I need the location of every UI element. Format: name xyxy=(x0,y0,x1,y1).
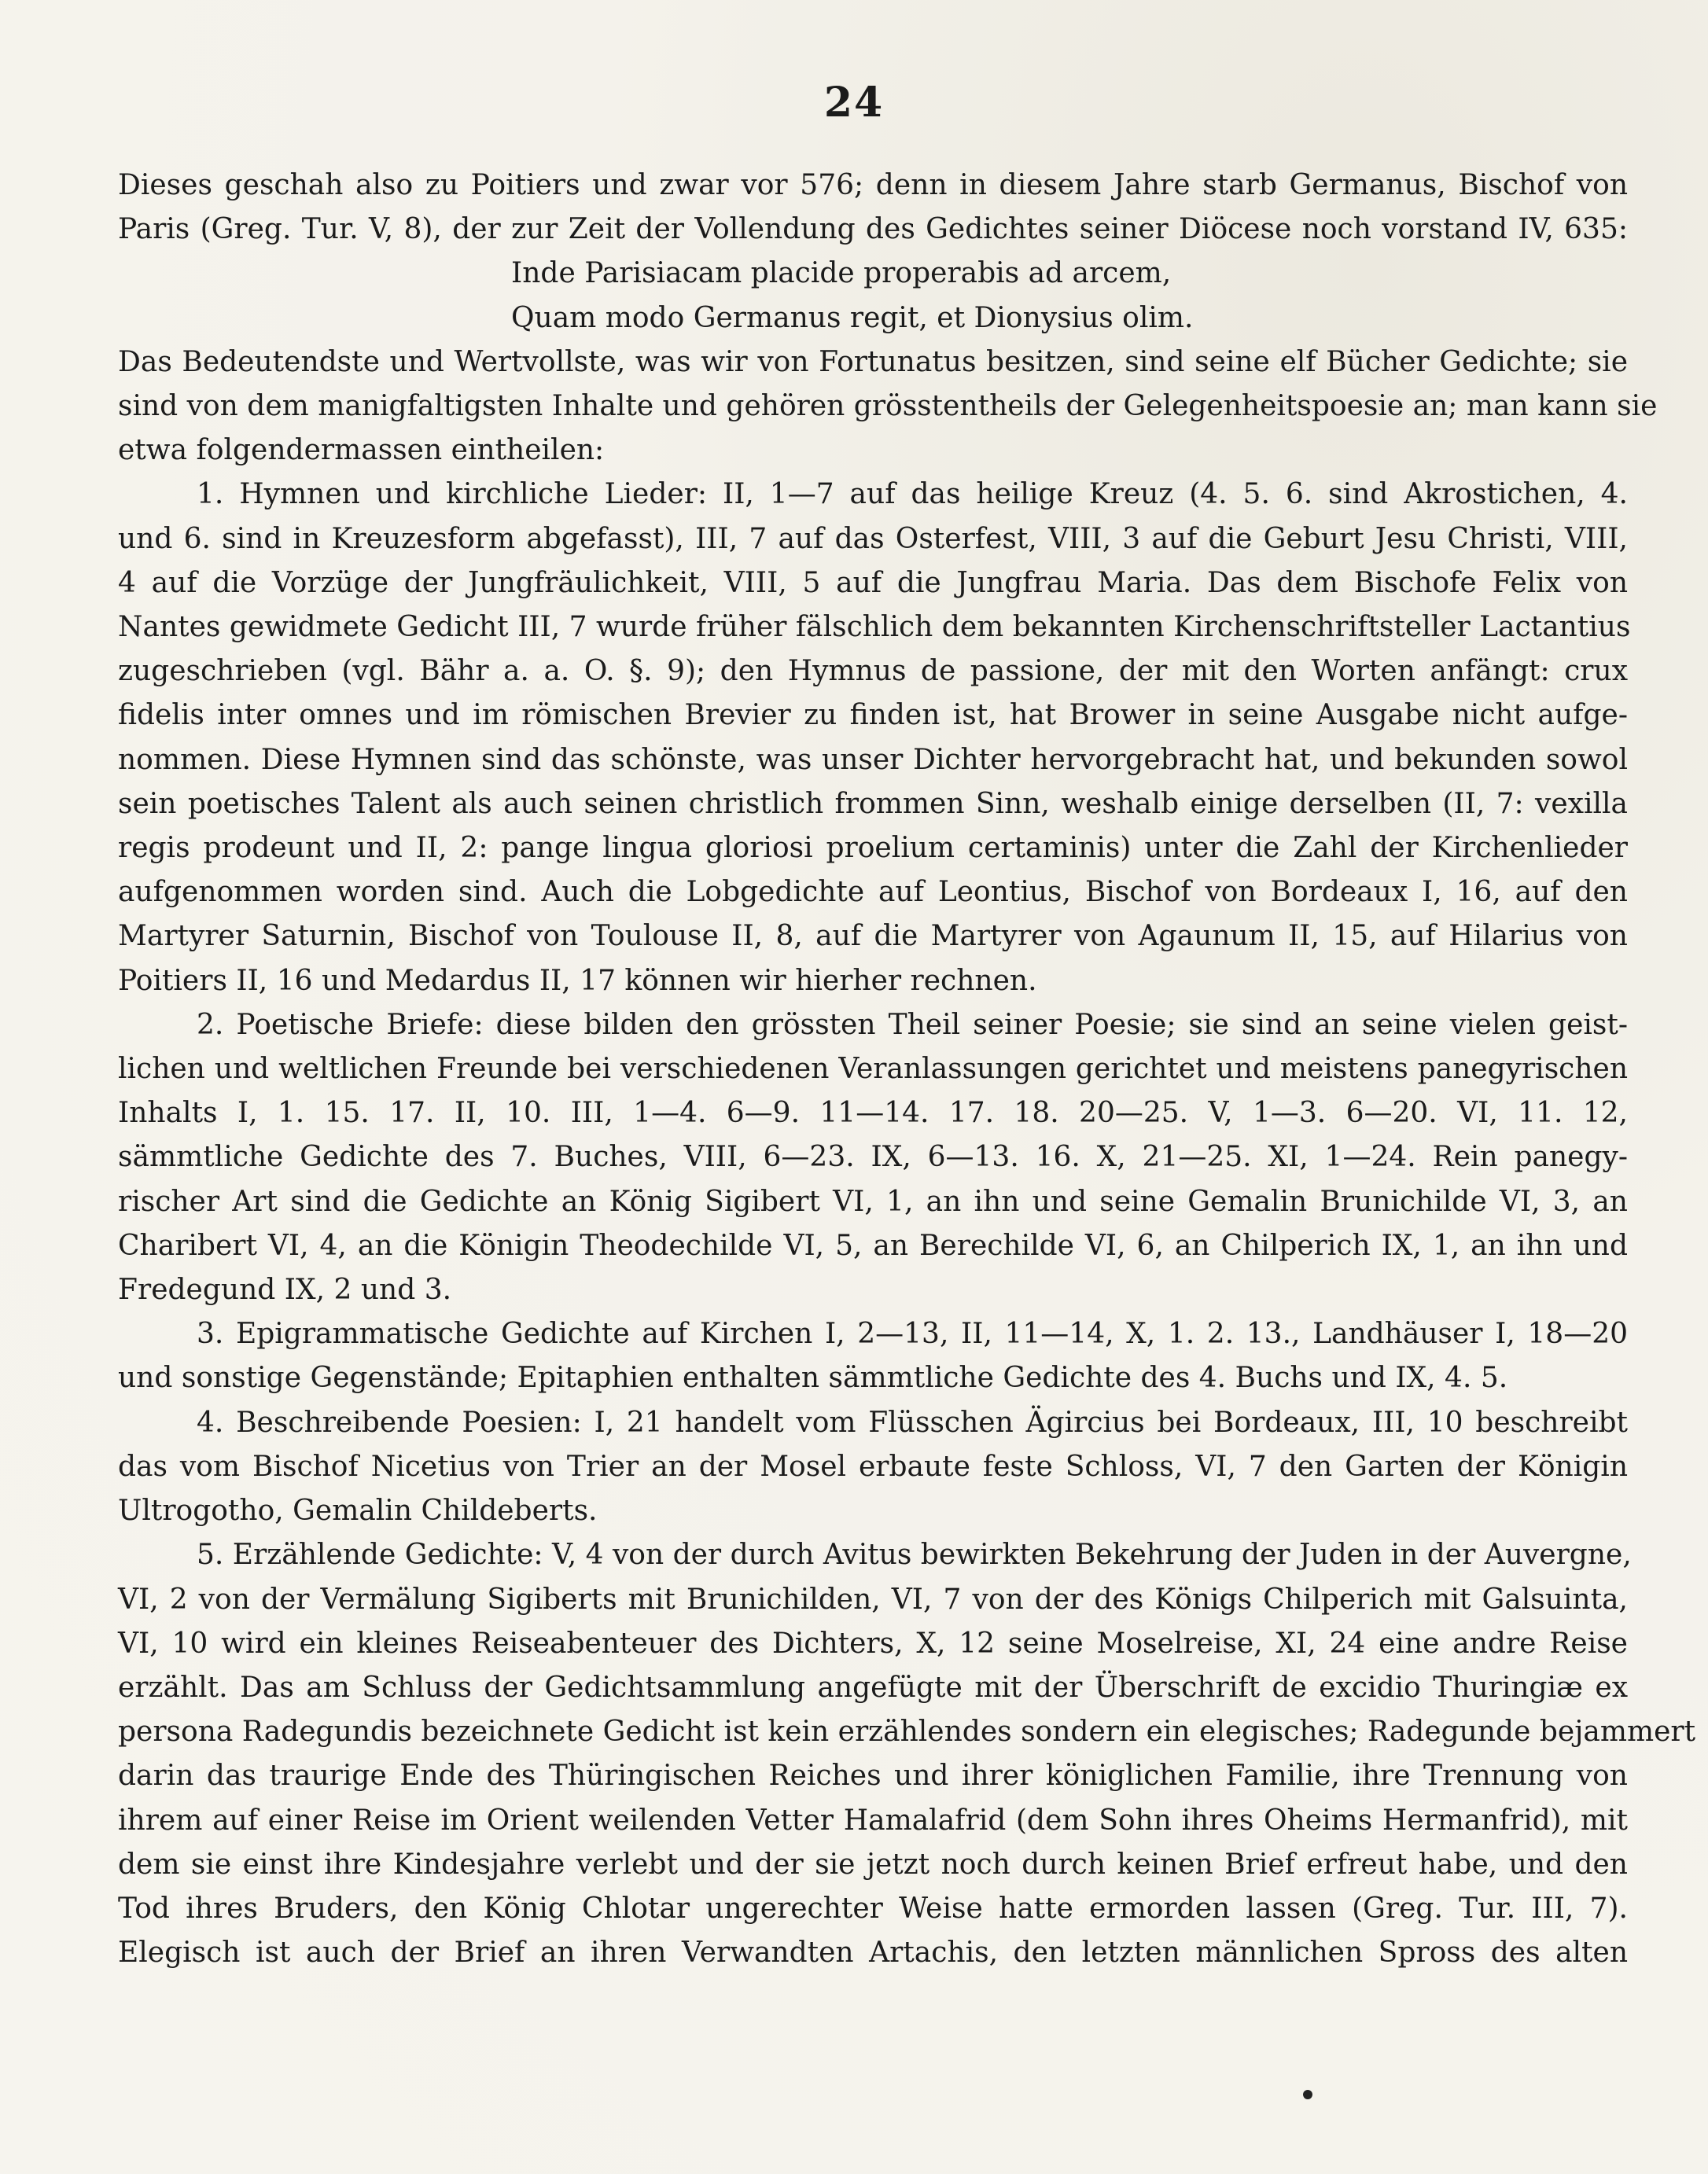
verse-line: Quam modo Germanus regit, et Dionysius olim. xyxy=(511,301,1194,334)
text-line: sein poetisches Talent als auch seinen christlich frommen Sinn, weshalb einige derselben (II, 7: vexilla xyxy=(118,787,1628,820)
text-line: zugeschrieben (vgl. Bähr a. a. O. §. 9); den Hymnus de passione, der mit den Worten anfängt: crux xyxy=(118,655,1628,688)
text-line: und sonstige Gegenstände; Epitaphien enthalten sämmtliche Gedichte des 4. Buchs und IX, 4. 5. xyxy=(118,1362,1508,1395)
text-line: Martyrer Saturnin, Bischof von Toulouse II, 8, auf die Martyrer von Agaunum II, 15, auf Hilarius von xyxy=(118,920,1628,953)
section-heading-line: 2. Poetische Briefe: diese bilden den grössten Theil seiner Poesie; sie sind an seine vielen geist- xyxy=(197,1008,1628,1041)
text-line: VI, 2 von der Vermälung Sigiberts mit Brunichilden, VI, 7 von der des Königs Chilperich mit Galsuinta, xyxy=(118,1583,1628,1616)
section-heading-line: 1. Hymnen und kirchliche Lieder: II, 1—7 auf das heilige Kreuz (4. 5. 6. sind Akrostichen, 4. xyxy=(197,478,1628,511)
verse-line: Inde Parisiacam placide properabis ad arcem, xyxy=(511,257,1172,290)
section-heading-line: 5. Erzählende Gedichte: V, 4 von der durch Avitus bewirkten Bekehrung der Juden in der Auvergne, xyxy=(197,1539,1632,1572)
text-line: Dieses geschah also zu Poitiers und zwar vor 576; denn in diesem Jahre starb Germanus, Bischof von xyxy=(118,169,1628,201)
text-line: Fredegund IX, 2 und 3. xyxy=(118,1274,452,1307)
text-line: Inhalts I, 1. 15. 17. II, 10. III, 1—4. 6—9. 11—14. 17. 18. 20—25. V, 1—3. 6—20. VI, 11. 12, xyxy=(118,1097,1628,1130)
text-line: aufgenommen worden sind. Auch die Lobgedichte auf Leontius, Bischof von Bordeaux I, 16, auf den xyxy=(118,876,1628,909)
text-line: ihrem auf einer Reise im Orient weilenden Vetter Hamalafrid (dem Sohn ihres Oheims Hermanfrid), mit xyxy=(118,1804,1628,1837)
text-line: dem sie einst ihre Kindesjahre verlebt und der sie jetzt noch durch keinen Brief erfreut habe, und den xyxy=(118,1848,1628,1881)
text-line: nommen. Diese Hymnen sind das schönste, was unser Dichter hervorgebracht hat, und bekunden sowol xyxy=(118,743,1628,776)
text-line: und 6. sind in Kreuzesform abgefasst), III, 7 auf das Osterfest, VIII, 3 auf die Geburt Jesu Christi, VIII, xyxy=(118,522,1628,555)
text-line: sind von dem manigfaltigsten Inhalte und gehören grösstentheils der Gelegenheitspoesie an; man kann sie xyxy=(118,390,1658,423)
text-line: 4 auf die Vorzüge der Jungfräulichkeit, VIII, 5 auf die Jungfrau Maria. Das dem Bischofe Felix von xyxy=(118,566,1628,599)
text-line: Nantes gewidmete Gedicht III, 7 wurde früher fälschlich dem bekannten Kirchenschriftsteller Lactantius xyxy=(118,611,1631,644)
text-line: Das Bedeutendste und Wertvollste, was wir von Fortunatus besitzen, sind seine elf Bücher Gedichte; sie xyxy=(118,345,1628,378)
text-line: lichen und weltlichen Freunde bei verschiedenen Veranlassungen gerichtet und meistens panegyrischen xyxy=(118,1053,1628,1086)
text-line: das vom Bischof Nicetius von Trier an der Mosel erbaute feste Schloss, VI, 7 den Garten der Königin xyxy=(118,1450,1628,1483)
text-line: Tod ihres Bruders, den König Chlotar ungerechter Weise hatte ermorden lassen (Greg. Tur. III, 7). xyxy=(118,1892,1628,1925)
page-number: 24 xyxy=(823,79,885,127)
section-heading-line: 4. Beschreibende Poesien: I, 21 handelt vom Flüsschen Ägircius bei Bordeaux, III, 10 beschreibt xyxy=(197,1406,1628,1439)
text-line: persona Radegundis bezeichnete Gedicht ist kein erzählendes sondern ein elegisches; Radegunde bejammert xyxy=(118,1716,1696,1749)
text-line: Paris (Greg. Tur. V, 8), der zur Zeit der Vollendung des Gedichtes seiner Diöcese noch vorstand IV, 635: xyxy=(118,213,1628,246)
text-line: etwa folgendermassen eintheilen: xyxy=(118,434,605,467)
text-line: VI, 10 wird ein kleines Reiseabenteuer des Dichters, X, 12 seine Moselreise, XI, 24 eine andre Reise xyxy=(118,1627,1628,1660)
text-line: rischer Art sind die Gedichte an König Sigibert VI, 1, an ihn und seine Gemalin Brunichilde VI, 3, an xyxy=(118,1185,1628,1218)
text-line: Ultrogotho, Gemalin Childeberts. xyxy=(118,1495,598,1528)
text-line: regis prodeunt und II, 2: pange lingua gloriosi proelium certaminis) unter die Zahl der Kirchenlieder xyxy=(118,832,1628,865)
text-line: fidelis inter omnes und im römischen Brevier zu finden ist, hat Brower in seine Ausgabe nicht aufge- xyxy=(118,699,1628,732)
section-heading-line: 3. Epigrammatische Gedichte auf Kirchen I, 2—13, II, 11—14, X, 1. 2. 13., Landhäuser I, 18—20 xyxy=(197,1318,1628,1351)
text-line: Charibert VI, 4, an die Königin Theodechilde VI, 5, an Berechilde VI, 6, an Chilperich IX, 1, an ihn und xyxy=(118,1229,1628,1262)
text-line: Poitiers II, 16 und Medardus II, 17 können wir hierher rechnen. xyxy=(118,964,1037,997)
text-line: darin das traurige Ende des Thüringischen Reiches und ihrer königlichen Familie, ihre Trennung von xyxy=(118,1760,1628,1793)
body-text xyxy=(118,164,1696,1975)
text-line: erzählt. Das am Schluss der Gedichtsammlung angefügte mit der Überschrift de excidio Thuringiæ ex xyxy=(118,1671,1628,1704)
ink-mark xyxy=(1303,2090,1312,2099)
text-line: Elegisch ist auch der Brief an ihren Verwandten Artachis, den letzten männlichen Spross des alten xyxy=(118,1937,1628,1970)
text-line: sämmtliche Gedichte des 7. Buches, VIII, 6—23. IX, 6—13. 16. X, 21—25. XI, 1—24. Rein panegy- xyxy=(118,1141,1628,1174)
